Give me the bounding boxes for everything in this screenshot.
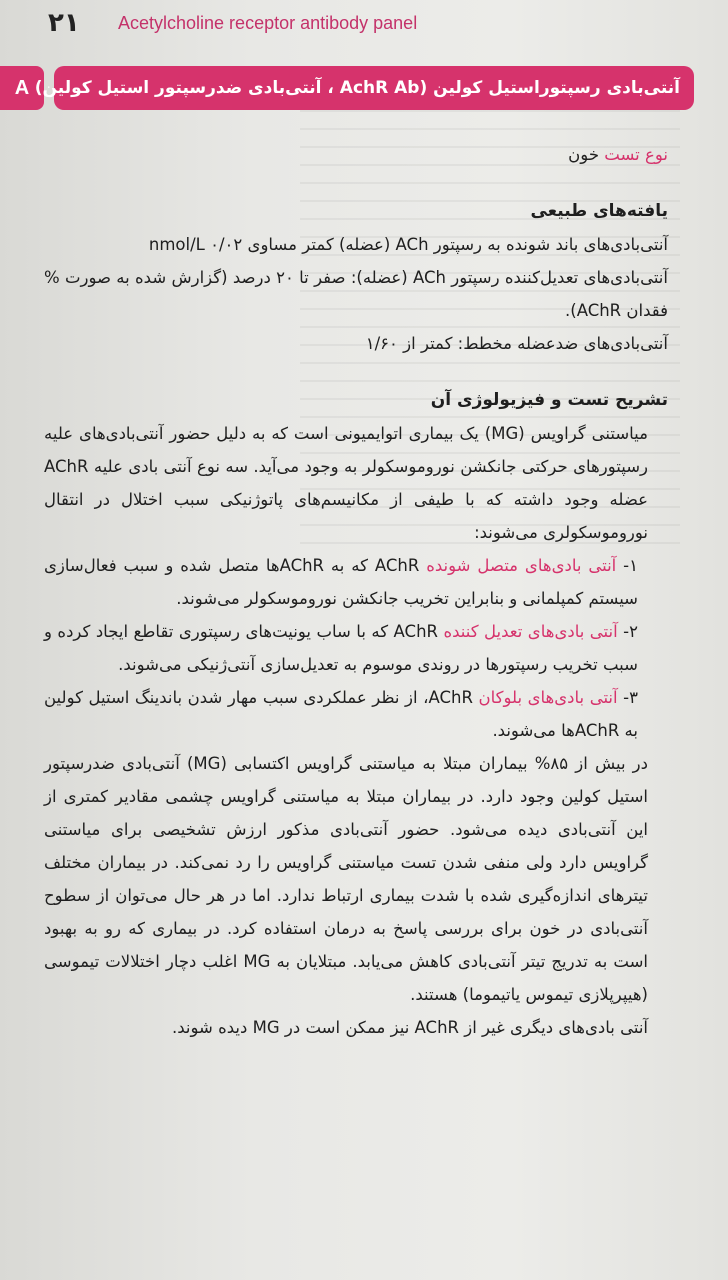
physiology-paragraph-1: میاستنی گراویس (MG) یک بیماری اتوایمیونی است که به دلیل حضور آنتی‌بادی‌های علیه رسپتورهای حرکتی جانکشن نوروموسکولر به وجود می‌آید. سه نوع آنتی بادی علیه AChR عضله وجود داشته که با طیفی از مکانیسم‌های پاتوژنیکی سبب اختلال در انتقال نوروموسکولری می‌شوند:: [44, 424, 648, 542]
banner-title: آنتی‌بادی رسپتوراستیل کولین (AchR Ab ، آنتی‌بادی ضدرسپتور استیل کولین): [34, 78, 680, 98]
page-header: [48, 6, 708, 40]
normal-finding-3: آنتی‌بادی‌های ضدعضله مخطط: کمتر از ۱/۶۰: [365, 334, 668, 353]
title-banner: [34, 66, 694, 110]
list-item-3: ۳- آنتی بادی‌های بلوکان AChR، از نظر عملکردی سبب مهار شدن باندینگ استیل کولین به AChRها می‌شوند.: [44, 688, 639, 740]
running-title: Acetylcholine receptor antibody panel: [118, 12, 418, 33]
list-item-2: ۲- آنتی بادی‌های تعدیل کننده AChR که با ساب یونیت‌های رسپتوری تقاطع ایجاد کرده و سبب تخریب رسپتورها در روندی موسوم به تعدیل‌سازی آنتی‌ژنیکی می‌شوند.: [44, 622, 639, 674]
physiology-heading: تشریح تست و فیزیولوژی آن: [430, 390, 668, 410]
list-item-3-term: آنتی بادی‌های بلوکان: [478, 688, 618, 707]
test-type-label: نوع تست: [604, 145, 668, 164]
physiology-paragraph-2: در بیش از ۸۵% بیماران مبتلا به میاستنی گراویس اکتسابی (MG) آنتی‌بادی ضدرسپتور استیل کولین وجود دارد. در بیماران مبتلا به میاستنی گراویس چشمی مقادیر کمتری از این آنتی‌بادی دیده می‌شود. حضور آنتی‌بادی مذکور ارزش تشخیصی برای میاستنی گراویس دارد ولی منفی شدن تست میاستنی گراویس را رد نمی‌کند. در بیماران مختلف تیترهای اندازه‌گیری شده با شدت بیماری ارتباط ندارد. اما در هر حال می‌توان از سطوح آنتی‌بادی در خون برای بررسی پاسخ به درمان استفاده کرد. در بیماری که رو به بهبود است به تدریج تیتر آنتی‌بادی کاهش می‌یابد. مبتلایان به MG اغلب دچار اختلالات تیموسی (هیپرپلازی تیموس یاتیموما) هستند.: [44, 754, 648, 1004]
section-tab: A: [0, 66, 44, 110]
physiology-paragraph-3: آنتی بادی‌های دیگری غیر از AChR نیز ممکن است در MG دیده شوند.: [172, 1018, 648, 1037]
normal-finding-1: آنتی‌بادی‌های باند شونده به رسپتور ACh (عضله) کمتر مساوی ۰/۰۲ nmol/L: [148, 235, 668, 254]
page-number: ۲۱: [48, 8, 80, 38]
list-item-1: ۱- آنتی بادی‌های متصل شونده AChR که به AChRها متصل شده و سبب فعال‌سازی سیستم کمپلمانی و بنابراین تخریب جانکشن نوروموسکولر می‌شوند.: [44, 556, 639, 608]
test-type-line: [44, 138, 668, 171]
page-content: [44, 138, 668, 1044]
test-type-value: خون: [568, 145, 600, 164]
list-item-1-term: آنتی بادی‌های متصل شونده: [426, 556, 617, 575]
normal-findings-heading: یافته‌های طبیعی: [530, 201, 668, 221]
normal-finding-2: آنتی‌بادی‌های تعدیل‌کننده رسپتور ACh (عضله): صفر تا ۲۰ درصد (گزارش شده به صورت % فقدان AChR).: [44, 268, 668, 320]
list-item-2-term: آنتی بادی‌های تعدیل کننده: [443, 622, 618, 641]
